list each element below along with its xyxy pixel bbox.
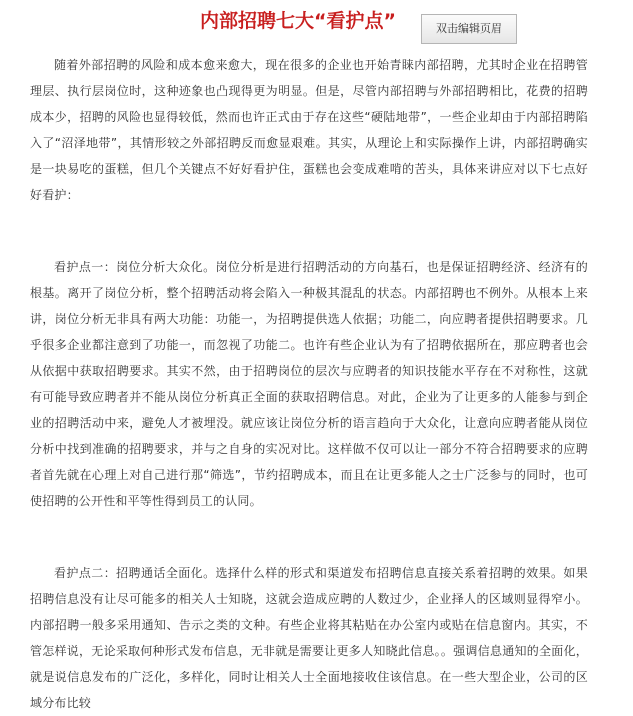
page-header: [0, 0, 633, 46]
point-one-paragraph: 看护点一：岗位分析大众化。岗位分析是进行招聘活动的方向基石，也是保证招聘经济、经济有的根基。离开了岗位分析，整个招聘活动将会陷入一种极其混乱的状态。内部招聘也不例外。从根本上来讲，岗位分析无非具有两大功能：功能一，为招聘提供选人依据；功能二，向应聘者提供招聘要求。几乎很多企业都注意到了功能一，而忽视了功能二。也许有些企业认为有了招聘依据所在，那应聘者也会从依据中获取招聘要求。其实不然，由于招聘岗位的层次与应聘者的知识技能水平存在不对称性，这就有可能导致应聘者并不能从岗位分析真正全面的获取招聘信息。对此，企业为了让更多的人能参与到企业的招聘活动中来，避免人才被埋没。就应该让岗位分析的语言趋向于大众化，让意向应聘者能从岗位分析中找到准确的招聘要求，并与之自身的实况对比。这样做不仅可以让一部分不符合招聘要求的应聘者首先就在心理上对自己进行那“筛选”，节约招聘成本，而且在让更多能人之士广泛参与的同时，也可使招聘的公开性和平等性得到员工的认同。: [30, 260, 588, 508]
intro-paragraph: 随着外部招聘的风险和成本愈来愈大，现在很多的企业也开始青睐内部招聘，尤其时企业在招聘管理层、执行层岗位时，这种迹象也凸现得更为明显。但是，尽管内部招聘与外部招聘相比，花费的招聘成本少，招聘的风险也显得较低，然而也许正式由于存在这些“硬陆地带”，一些企业却由于内部招聘陷入了“沼泽地带”，其情形较之外部招聘反而愈显艰难。其实，从理论上和实际操作上讲，内部招聘确实是一块易吃的蛋糕，但几个关键点不好好看护住，蛋糕也会变成难啃的苦头，具体来讲应对以下七点好好看护：: [30, 58, 588, 202]
point-two-paragraph: 看护点二：招聘通话全面化。选择什么样的形式和渠道发布招聘信息直接关系着招聘的效果。如果招聘信息没有让尽可能多的相关人士知晓，这就会造成应聘的人数过少，企业择人的区域则显得窄小。内部招聘一般多采用通知、告示之类的文种。有些企业将其粘贴在办公室内或贴在信息窗内。其实，不管怎样说，无论采取何种形式发布信息，无非就是需要让更多人知晓此信息。。强调信息通知的全面化，就是说信息发布的广泛化，多样化，同时让相关人士全面地接收住该信息。在一些大型企业，公司的区域分布比较: [30, 566, 588, 710]
article-title: 内部招聘七大“看护点”: [200, 10, 396, 32]
edit-header-button[interactable]: 双击编辑页眉: [421, 14, 517, 44]
article-body: [30, 52, 588, 716]
paragraph-spacer: [30, 208, 588, 254]
paragraph-spacer: [30, 514, 588, 560]
